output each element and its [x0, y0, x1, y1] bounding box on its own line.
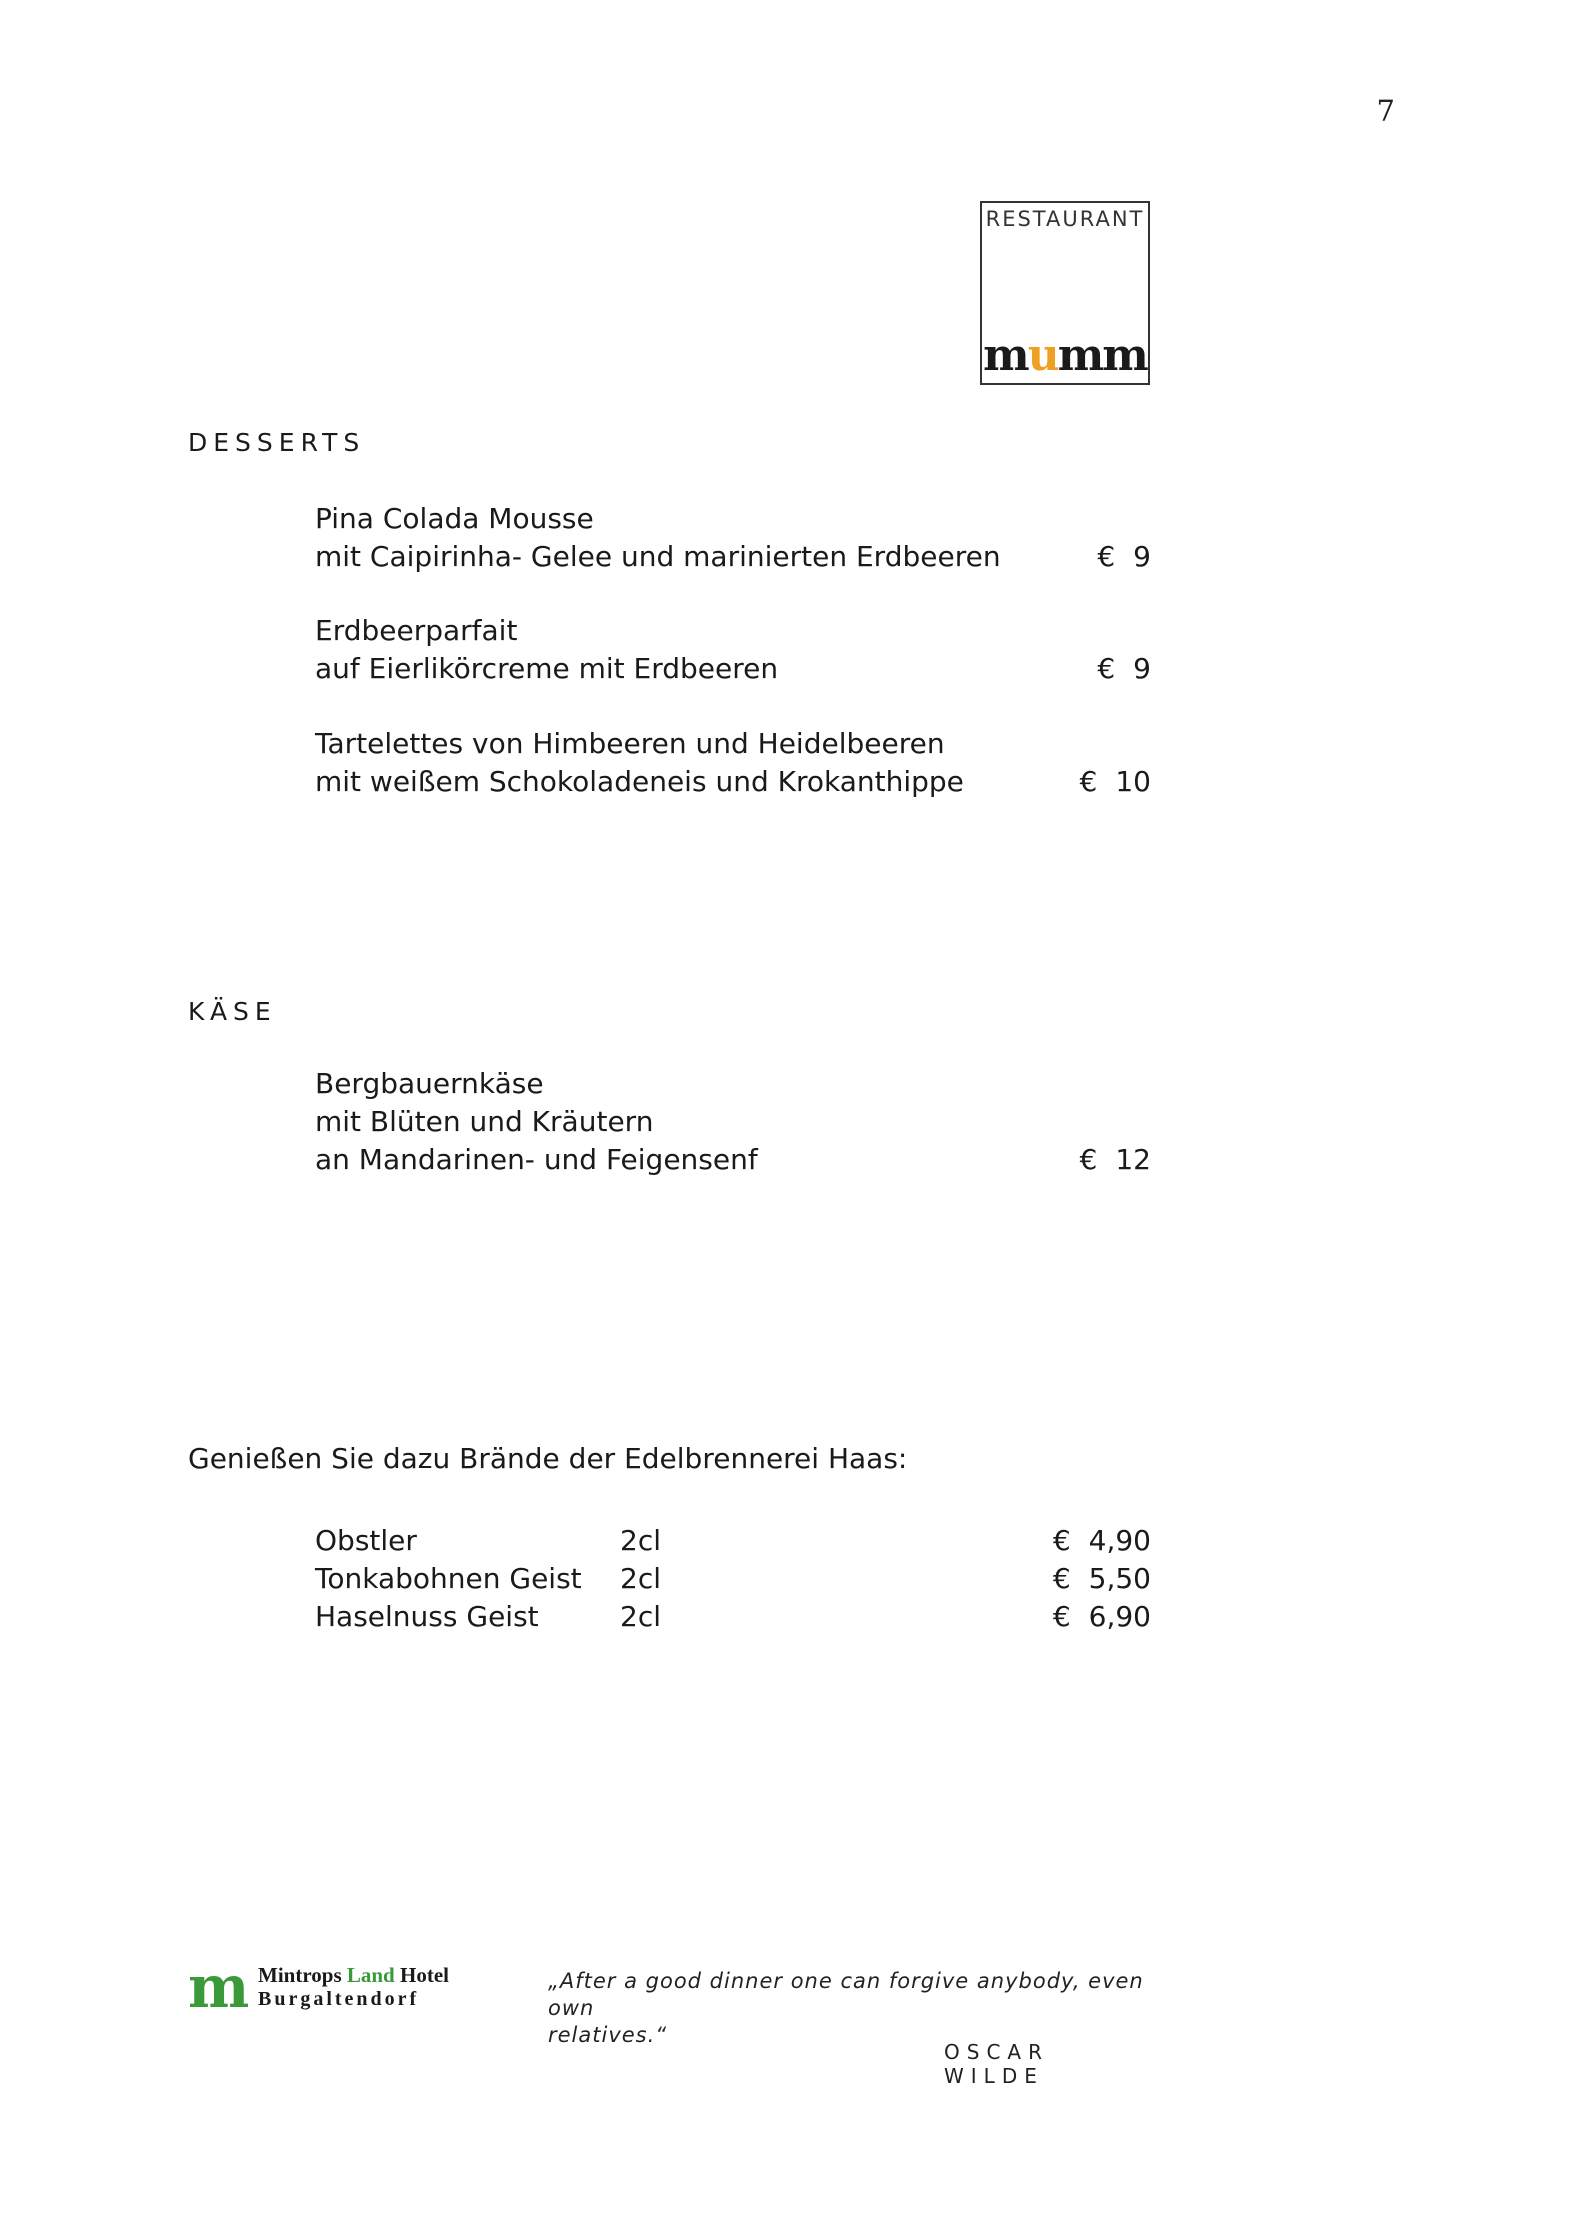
brandy-row: [315, 1598, 1151, 1636]
brandy-size: 2cl: [620, 1562, 661, 1595]
brandy-name: Tonkabohnen Geist: [315, 1562, 582, 1595]
dessert-item: [315, 500, 1151, 576]
page-number: 7: [1376, 94, 1395, 128]
dessert-item: [315, 612, 1151, 688]
section-title-cheese: KÄSE: [188, 997, 277, 1026]
logo-word-part-a: m: [983, 330, 1028, 381]
quote-line: „After a good dinner one can forgive anybody, even own: [548, 1969, 1144, 2020]
price-value: 10: [1115, 765, 1151, 798]
cheese-description: mit Blüten und Kräutern: [315, 1105, 654, 1138]
brandy-name: Haselnuss Geist: [315, 1600, 539, 1633]
brandy-row: [315, 1522, 1151, 1560]
dessert-item: [315, 725, 1151, 801]
quote-line: relatives.“: [548, 2023, 668, 2047]
logo-restaurant-label: RESTAURANT: [985, 207, 1145, 231]
dessert-price: [1097, 538, 1151, 576]
brandy-row: [315, 1560, 1151, 1598]
currency-symbol: €: [1079, 765, 1098, 798]
hotel-town: Burgaltendorf: [258, 1988, 420, 2010]
cheese-item: [315, 1065, 1151, 1179]
brandy-price: [1053, 1522, 1151, 1560]
dessert-description: auf Eierlikörcreme mit Erdbeeren: [315, 652, 779, 685]
currency-symbol: €: [1052, 1524, 1071, 1557]
dessert-name: Pina Colada Mousse: [315, 502, 594, 535]
cheese-price: [1080, 1141, 1151, 1179]
dessert-name: Erdbeerparfait: [315, 614, 518, 647]
brandy-price: [1053, 1560, 1151, 1598]
quote: [548, 1968, 1148, 2049]
dessert-name: Tartelettes von Himbeeren und Heidelbeeren: [315, 727, 945, 760]
dessert-price: [1080, 763, 1151, 801]
brandy-name: Obstler: [315, 1524, 417, 1557]
hotel-name: [258, 1964, 449, 1986]
quote-author: OSCAR WILDE: [944, 2040, 1049, 2088]
currency-symbol: €: [1097, 652, 1116, 685]
cheese-name: Bergbauernkäse: [315, 1067, 544, 1100]
hotel-logo-mark: m: [188, 1953, 244, 2021]
price-value: 6,90: [1088, 1600, 1151, 1633]
price-value: 5,50: [1088, 1562, 1151, 1595]
price-value: 9: [1133, 652, 1151, 685]
brandy-size: 2cl: [620, 1600, 661, 1633]
restaurant-logo: [980, 201, 1150, 385]
hotel-name-green: Land: [346, 1963, 395, 1987]
hotel-name-part: Mintrops: [258, 1963, 342, 1987]
brandy-intro: Genießen Sie dazu Brände der Edelbrennerei Haas:: [188, 1442, 908, 1475]
dessert-price: [1097, 650, 1151, 688]
currency-symbol: €: [1097, 540, 1116, 573]
cheese-description: an Mandarinen- und Feigensenf: [315, 1143, 758, 1176]
dessert-description: mit Caipirinha- Gelee und marinierten Erdbeeren: [315, 540, 1001, 573]
currency-symbol: €: [1079, 1143, 1098, 1176]
hotel-name-part: Hotel: [400, 1963, 449, 1987]
brandy-size: 2cl: [620, 1524, 661, 1557]
currency-symbol: €: [1052, 1562, 1071, 1595]
price-value: 4,90: [1088, 1524, 1151, 1557]
currency-symbol: €: [1052, 1600, 1071, 1633]
brandy-price: [1053, 1598, 1151, 1636]
brandy-list: [315, 1522, 1151, 1636]
price-value: 12: [1115, 1143, 1151, 1176]
dessert-description: mit weißem Schokoladeneis und Krokanthippe: [315, 765, 964, 798]
logo-word-part-b: mm: [1057, 330, 1147, 381]
hotel-logo: [188, 1953, 458, 2021]
section-title-desserts: DESSERTS: [188, 428, 366, 457]
price-value: 9: [1133, 540, 1151, 573]
logo-word-accent: u: [1027, 330, 1058, 381]
logo-wordmark: [982, 330, 1148, 381]
